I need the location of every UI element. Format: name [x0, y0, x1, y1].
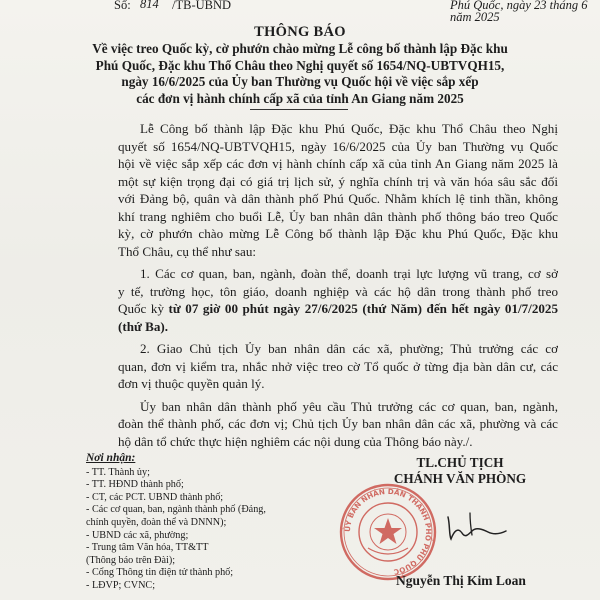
recipient-item: - Cổng Thông tin điện tử thành phố;: [86, 567, 234, 579]
document-title: THÔNG BÁO: [254, 24, 346, 40]
recipient-item: - TT. Thành ủy;: [86, 466, 150, 478]
signer-position: CHÁNH VĂN PHÒNG: [393, 471, 527, 486]
paragraph-line: hội về việc sắp xếp các đơn vị hành chính cấp xã của tỉnh An Giang năm 2025 là: [118, 156, 558, 171]
document-subject: [90, 41, 510, 107]
paragraph-line: Thổ Châu, cụ thể như sau:: [118, 243, 257, 259]
paragraph-line: quan, đơn vị kiểm tra, nhắc nhở việc treo cờ Tổ quốc ở từng địa bàn dân cư, các: [118, 358, 558, 374]
paragraph-line: 2. Giao Chủ tịch Ủy ban nhân dân các xã, phường; Thủ trưởng các cơ: [140, 341, 558, 356]
paragraph-line: 1. Các cơ quan, ban, ngành, đoàn thể, doanh trại lực lượng vũ trang, cơ sở: [140, 266, 558, 281]
paragraph-line: khí trang nghiêm cho buổi Lễ, Ủy ban nhân dân thành phố thông báo treo Quốc: [118, 208, 558, 224]
paragraph-line: kỳ, cờ phướn chào mừng Lễ Công bố thành lập Đặc khu Phú Quốc, Đặc khu: [118, 226, 558, 241]
signer-name: Nguyễn Thị Kim Loan: [396, 573, 526, 588]
paragraph-line: Ủy ban nhân dân thành phố yêu cầu Thủ trưởng các cơ quan, ban, ngành,: [140, 398, 558, 414]
place-prefix: Phú Quốc, ngày: [450, 0, 531, 12]
subject-line: Về việc treo Quốc kỳ, cờ phướn chào mừng Lễ công bố thành lập Đặc khu: [92, 41, 508, 56]
date-day: 23: [534, 0, 547, 12]
handwritten-signature-icon: [440, 505, 510, 545]
document-number: 814: [140, 0, 159, 11]
recipient-item: - LĐVP; CVNC;: [86, 579, 156, 591]
paragraph-line: với Đảng bộ, quân và dân thành phố Phú Quốc. Nhằm khích lệ tinh thần, không: [118, 191, 558, 206]
signer-title: TL.CHỦ TỊCH: [416, 455, 504, 470]
flag-period-end: (thứ Ba).: [118, 318, 169, 334]
document-body: [118, 120, 558, 450]
subject-line: các đơn vị hành chính cấp xã của tỉnh An Giang năm 2025: [136, 90, 464, 106]
paragraph-line: [118, 300, 558, 318]
subject-divider: [250, 109, 348, 110]
official-seal-icon: [338, 482, 438, 582]
recipients-heading: Nơi nhận:: [86, 452, 136, 464]
paragraph-line: một sự kiện trọng đại có giá trị lịch sử, ý nghĩa chính trị và văn hóa sâu sắc đối: [118, 173, 558, 189]
recipient-item: chính quyền, đoàn thể và DNNN);: [86, 516, 227, 528]
recipient-item: - TT. HĐND thành phố;: [86, 479, 184, 491]
subject-line: ngày 16/6/2025 của Ủy ban Thường vụ Quốc hội về việc sắp xếp: [121, 74, 479, 90]
paragraph-line: đoàn thể thành phố, các đơn vị; Chủ tịch Ủy ban nhân dân các xã, phường và các: [118, 416, 558, 431]
seal-ring-text: ỦY BAN NHÂN DÂN THÀNH PHỐ PHÚ QUỐC: [342, 486, 434, 577]
subject-line: Phú Quốc, Đặc khu Thổ Châu theo Nghị quyết số 1654/NQ-UBTVQH15,: [95, 57, 505, 73]
recipient-item: - CT, các PCT. UBND thành phố;: [86, 491, 224, 503]
document-header-line: [110, 0, 600, 24]
number-label: Số:: [114, 0, 131, 12]
paragraph-line: đơn vị thuộc quyền quản lý.: [118, 376, 265, 391]
recipient-item: - Trung tâm Văn hóa, TT&TT: [86, 542, 209, 554]
paragraph-line: Lễ Công bố thành lập Đặc khu Phú Quốc, Đặc khu Thổ Châu theo Nghị: [140, 121, 558, 136]
paragraph-line: y tế, trường học, tôn giáo, doanh nghiệp và các hộ dân trong thành phố treo: [118, 283, 558, 299]
date-month-year: tháng 6 năm 2025: [450, 0, 588, 24]
recipient-item: - Các cơ quan, ban, ngành thành phố (Đảng,: [86, 504, 266, 516]
paragraph-line: hộ dân tổ chức thực hiện nghiêm các nội dung của Thông báo này./.: [118, 433, 473, 449]
flag-period-text: từ 07 giờ 00 phút ngày 27/6/2025 (thứ Năm) đến hết ngày 01/7/2025: [168, 301, 558, 316]
recipient-item: - UBND các xã, phường;: [86, 529, 189, 541]
paragraph-text: Quốc kỳ: [118, 301, 164, 316]
recipient-item: (Thông báo trên Đài);: [86, 554, 176, 566]
document-code: /TB-UBND: [172, 0, 232, 12]
document-date: [450, 0, 600, 23]
paragraph-line: quyết số 1654/NQ-UBTVQH15, ngày 16/6/2025 của Ủy ban Thường vụ Quốc: [118, 138, 558, 154]
recipients-list: [86, 452, 296, 593]
